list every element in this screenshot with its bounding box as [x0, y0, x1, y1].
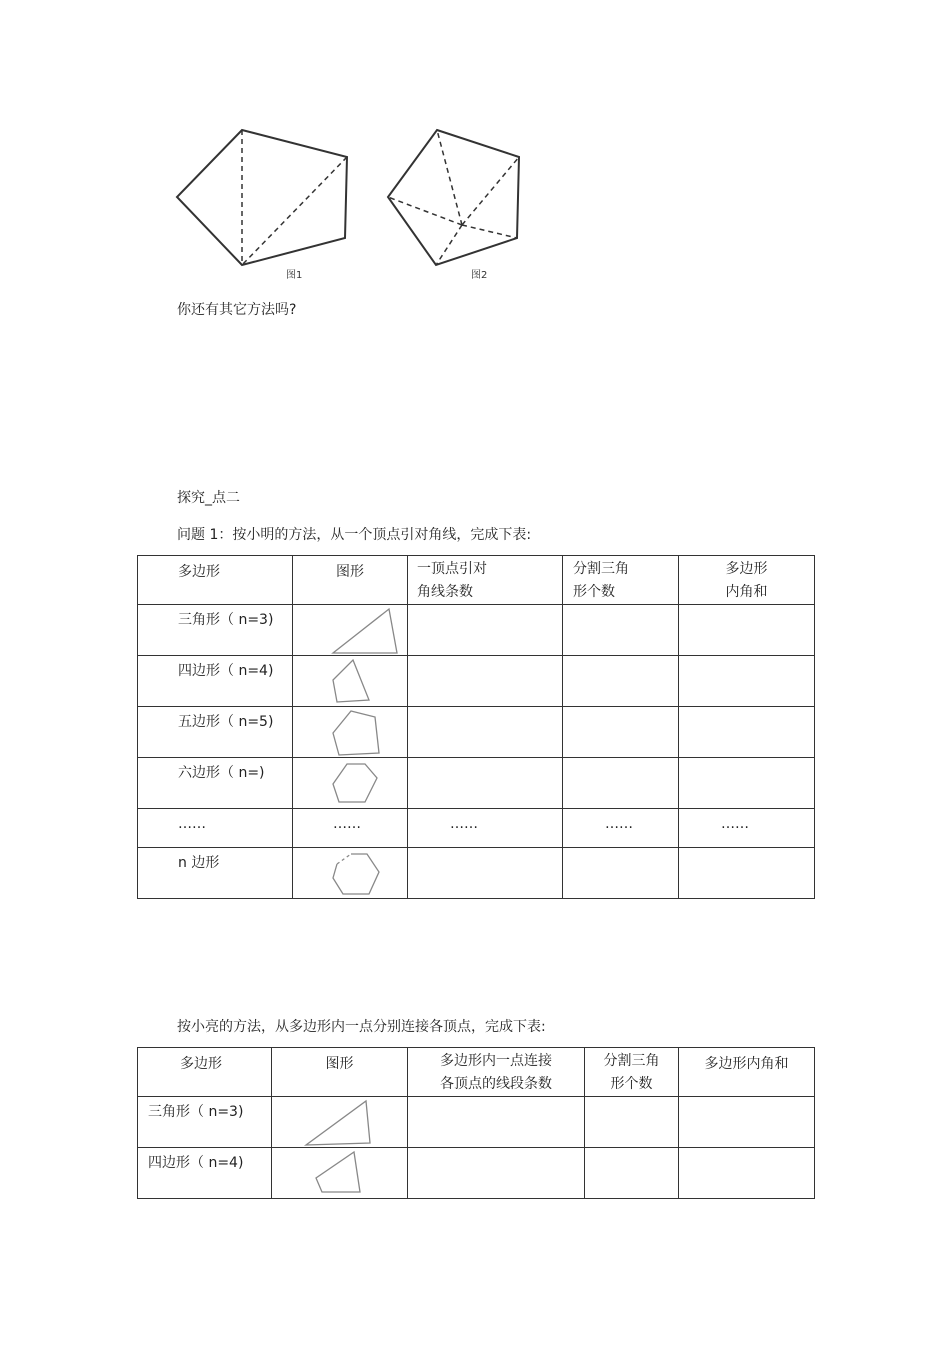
- table-row-ellipsis: [138, 809, 815, 848]
- answer-cell[interactable]: [585, 1148, 679, 1199]
- answer-cell[interactable]: [679, 848, 815, 899]
- ellipsis-cell: ……: [563, 809, 679, 848]
- answer-cell[interactable]: [679, 1148, 815, 1199]
- shape-cell: [293, 605, 408, 656]
- polygon-name-cell: 四边形（ n=4): [138, 656, 293, 707]
- polygon-name-cell: n 边形: [138, 848, 293, 899]
- table-row: [138, 656, 815, 707]
- answer-cell[interactable]: [679, 656, 815, 707]
- header-cell: 多边形内一点连接 各顶点的线段条数: [408, 1048, 585, 1097]
- answer-cell[interactable]: [563, 707, 679, 758]
- diagonal-1b: [242, 157, 347, 265]
- pentagon-figures: [160, 120, 540, 285]
- figure-1-label: 图1: [286, 270, 303, 281]
- shape-cell: [272, 1148, 408, 1199]
- header-cell: 多边形: [138, 1048, 272, 1097]
- polygon-name-cell: 三角形（ n=3): [138, 605, 293, 656]
- ellipsis-cell: ……: [138, 809, 293, 848]
- header-cell: 多边形: [138, 556, 293, 605]
- n-gon-shape: [293, 848, 407, 898]
- answer-cell[interactable]: [563, 848, 679, 899]
- quadrilateral-shape: [272, 1148, 406, 1198]
- answer-cell[interactable]: [679, 605, 815, 656]
- polygon-name-cell: 三角形（ n=3): [138, 1097, 272, 1148]
- table-header-row: [138, 1048, 815, 1097]
- problem1-prompt: 问题 1：按小明的方法，从一个顶点引对角线，完成下表:: [177, 527, 532, 543]
- segment-2c: [462, 225, 517, 238]
- shape-cell: [293, 656, 408, 707]
- pentagon-1: [177, 130, 347, 265]
- table-header-row: [138, 556, 815, 605]
- ellipsis-cell: ……: [679, 809, 815, 848]
- polygon-name-cell: 五边形（ n=5): [138, 707, 293, 758]
- figure-2: [388, 130, 519, 265]
- problem2-prompt: 按小亮的方法，从多边形内一点分别连接各顶点，完成下表:: [177, 1019, 546, 1035]
- question-other-methods: 你还有其它方法吗?: [177, 302, 297, 318]
- answer-cell[interactable]: [585, 1097, 679, 1148]
- answer-cell[interactable]: [408, 656, 563, 707]
- header-cell: 图形: [293, 556, 408, 605]
- answer-cell[interactable]: [408, 1148, 585, 1199]
- answer-cell[interactable]: [563, 605, 679, 656]
- section-title: 探究_点二: [177, 490, 240, 506]
- answer-cell[interactable]: [408, 707, 563, 758]
- table-row: [138, 707, 815, 758]
- quadrilateral-shape: [293, 656, 407, 706]
- answer-cell[interactable]: [679, 707, 815, 758]
- header-cell: 一顶点引对 角线条数: [408, 556, 563, 605]
- table-row: [138, 605, 815, 656]
- header-cell: 多边形内角和: [679, 1048, 815, 1097]
- answer-cell[interactable]: [408, 758, 563, 809]
- answer-cell[interactable]: [679, 758, 815, 809]
- hexagon-shape: [293, 758, 407, 808]
- answer-cell[interactable]: [563, 758, 679, 809]
- problem1-table: [137, 555, 815, 899]
- problem2-table: [137, 1047, 815, 1199]
- header-cell: 分割三角 形个数: [585, 1048, 679, 1097]
- table-row: [138, 848, 815, 899]
- polygon-name-cell: 六边形（ n=): [138, 758, 293, 809]
- polygon-name-cell: 四边形（ n=4): [138, 1148, 272, 1199]
- table-row: [138, 1148, 815, 1199]
- answer-cell[interactable]: [408, 1097, 585, 1148]
- answer-cell[interactable]: [408, 605, 563, 656]
- shape-cell: [272, 1097, 408, 1148]
- pentagon-2: [388, 130, 519, 265]
- answer-cell[interactable]: [679, 1097, 815, 1148]
- figure-2-label: 图2: [471, 270, 488, 281]
- triangle-shape: [293, 605, 407, 655]
- shape-cell: [293, 707, 408, 758]
- shape-cell: [293, 758, 408, 809]
- figure-1: [177, 130, 347, 265]
- pentagon-shape: [293, 707, 407, 757]
- ellipsis-cell: ……: [293, 809, 408, 848]
- header-cell: 分割三角 形个数: [563, 556, 679, 605]
- header-cell: 多边形 内角和: [679, 556, 815, 605]
- ellipsis-cell: ……: [408, 809, 563, 848]
- table-row: [138, 758, 815, 809]
- table-row: [138, 1097, 815, 1148]
- segment-2a: [437, 130, 462, 225]
- header-cell: 图形: [272, 1048, 408, 1097]
- shape-cell: [293, 848, 408, 899]
- segment-2d: [436, 225, 462, 265]
- answer-cell[interactable]: [408, 848, 563, 899]
- triangle-shape: [272, 1097, 406, 1147]
- segment-2b: [462, 157, 519, 225]
- answer-cell[interactable]: [563, 656, 679, 707]
